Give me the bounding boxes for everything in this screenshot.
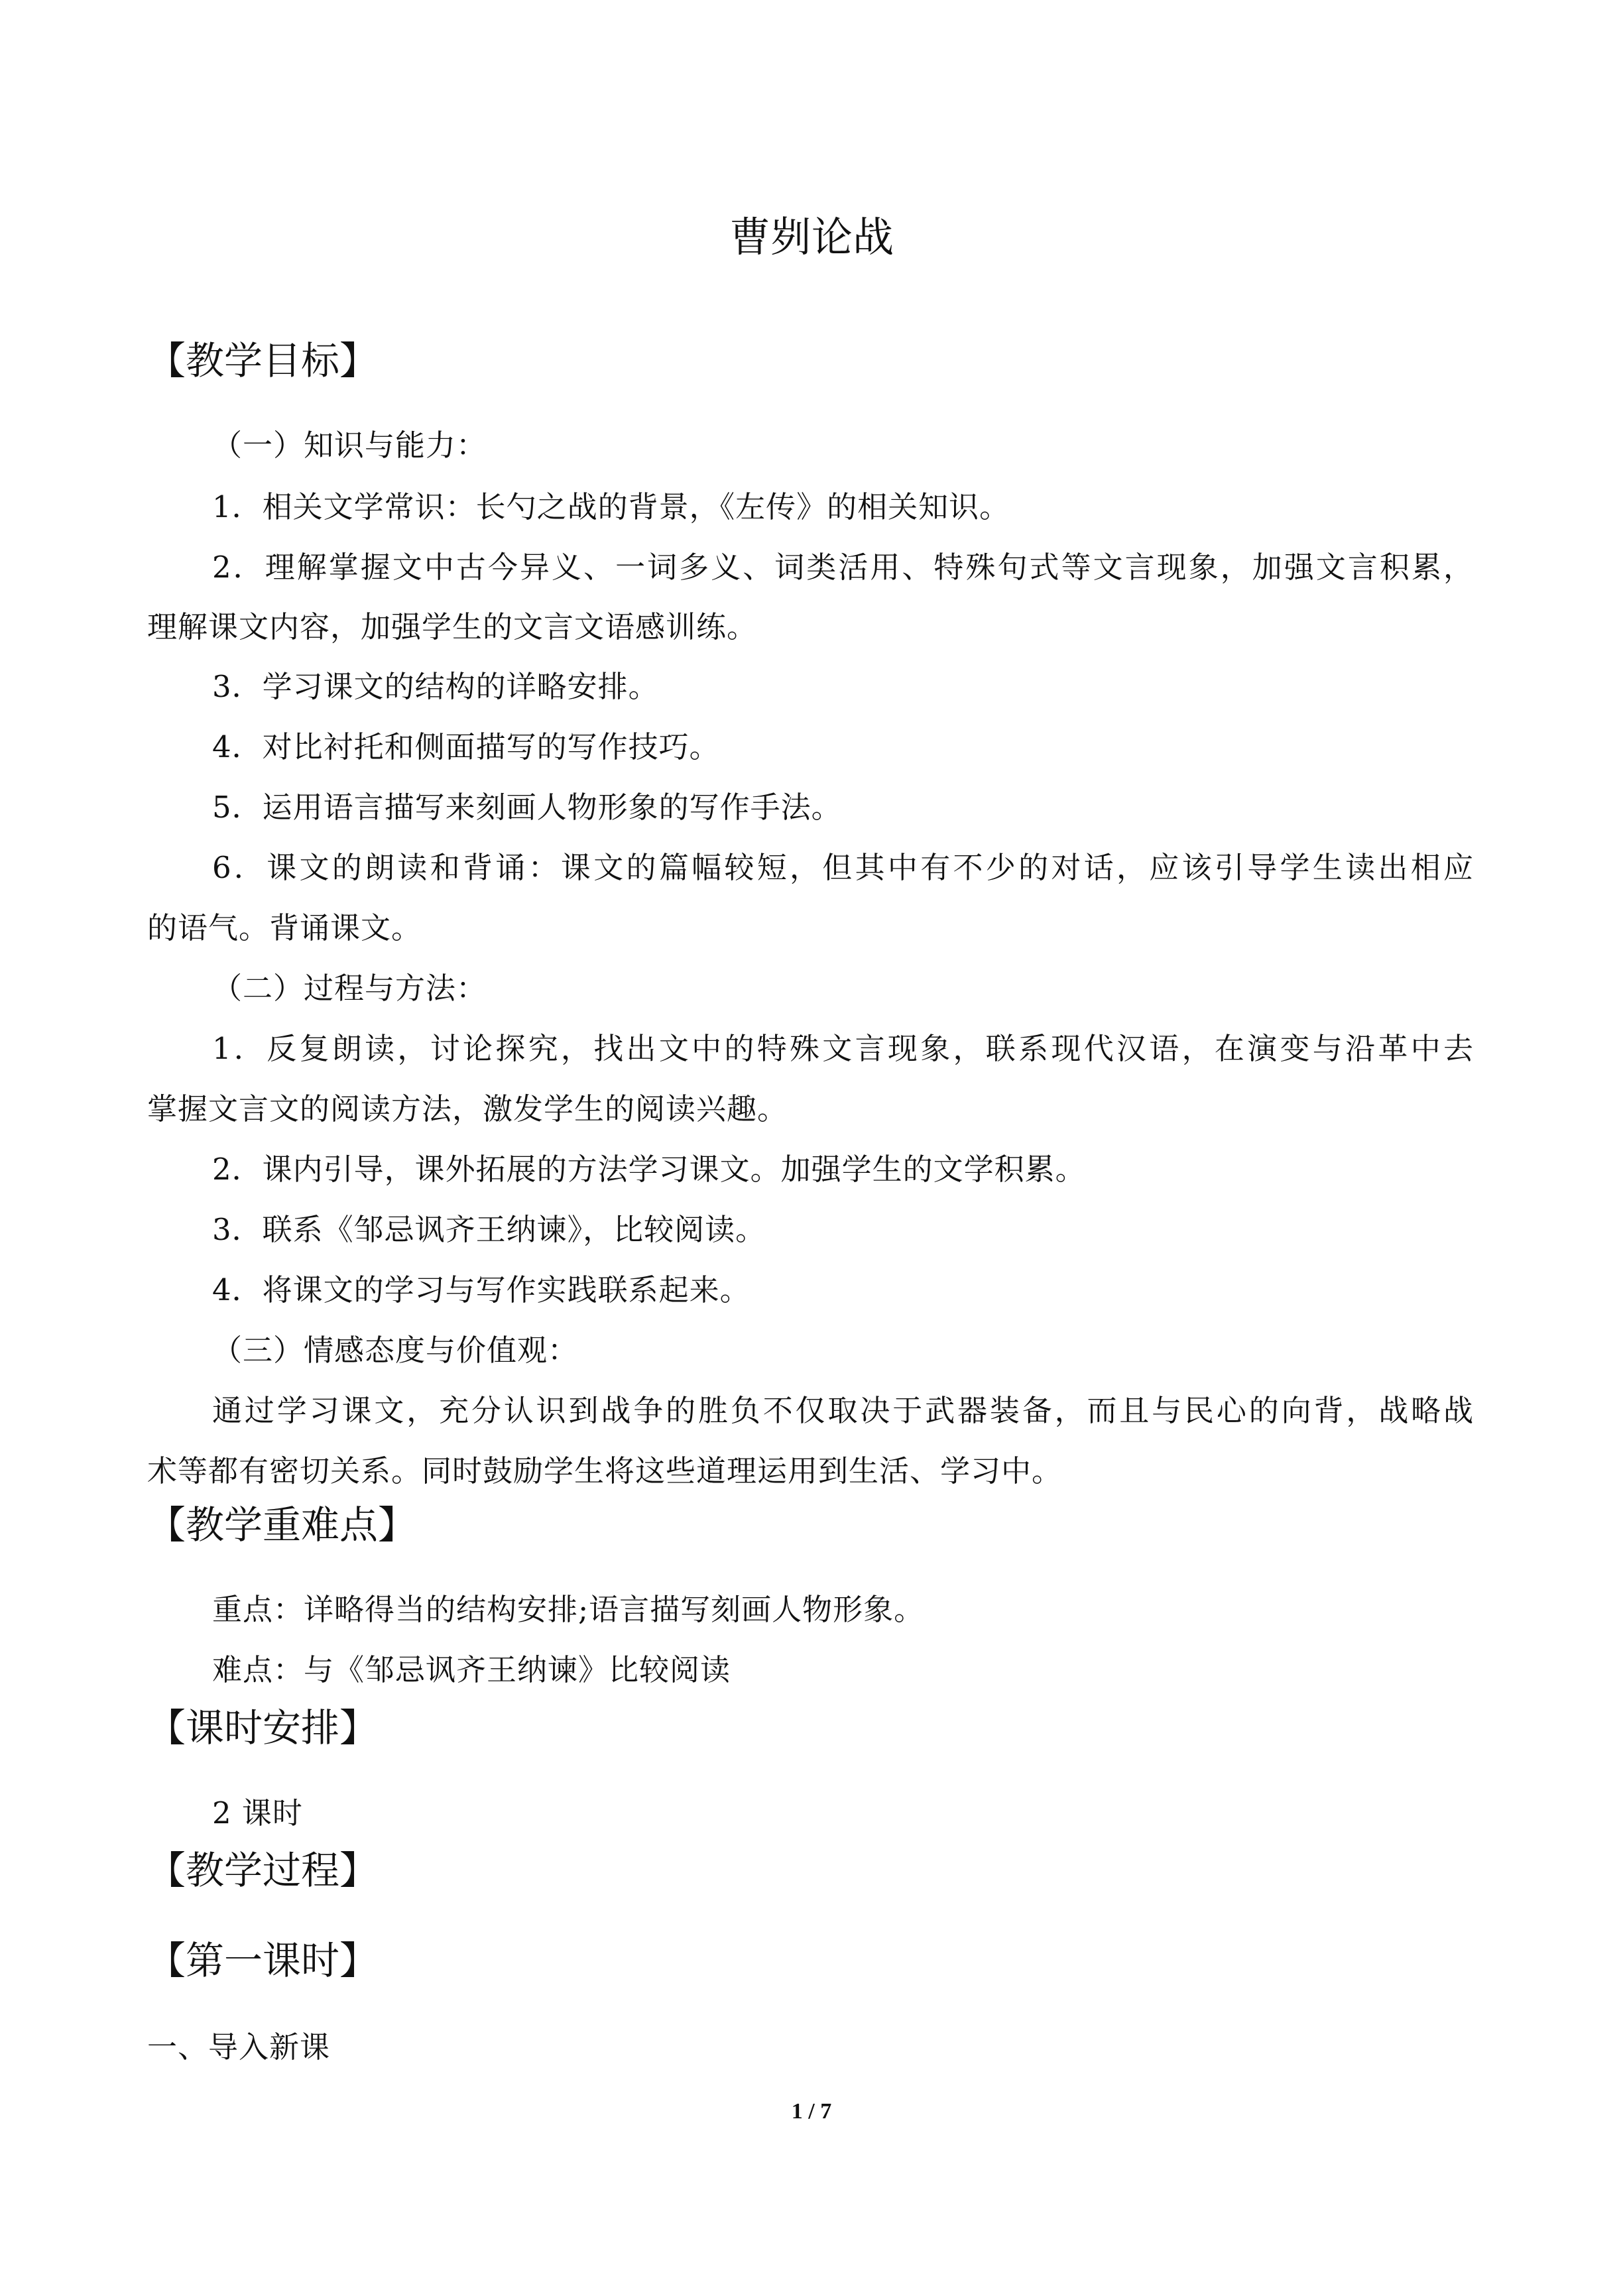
method-item-4: 4．将课文的学习与写作实践联系起来。 <box>212 1272 751 1307</box>
objective-item-4: 4．对比衬托和侧面描写的写作技巧。 <box>212 729 720 764</box>
section-heading-process: 【教学过程】 <box>147 1848 379 1893</box>
objective-item-5: 5．运用语言描写来刻画人物形象的写作手法。 <box>212 790 842 825</box>
objective-item-6-line-1: 6．课文的朗读和背诵：课文的篇幅较短，但其中有不少的对话，应该引导学生读出相应 <box>212 850 1474 885</box>
objective-item-3: 3．学习课文的结构的详略安排。 <box>212 669 659 704</box>
section-heading-key-points: 【教学重难点】 <box>147 1502 417 1547</box>
document-title: 曹刿论战 <box>729 213 894 261</box>
objective-item-2-line-1: 2．理解掌握文中古今异义、一词多义、词类活用、特殊句式等文言现象，加强文言积累， <box>212 550 1474 585</box>
key-point-focus: 重点：详略得当的结构安排;语言描写刻画人物形象。 <box>212 1592 925 1627</box>
objective-item-6-line-2: 的语气。背诵课文。 <box>147 910 422 945</box>
objective-item-2-line-2: 理解课文内容，加强学生的文言文语感训练。 <box>147 609 758 644</box>
page-number: 1 / 7 <box>791 2099 832 2124</box>
objectives-part2-title: （二）过程与方法： <box>212 971 487 1006</box>
values-item-line-2: 术等都有密切关系。同时鼓励学生将这些道理运用到生活、学习中。 <box>147 1453 1063 1488</box>
schedule-text: 2 课时 <box>212 1795 303 1831</box>
key-point-difficulty: 难点：与《邹忌讽齐王纳谏》比较阅读 <box>212 1652 731 1687</box>
values-item-line-1: 通过学习课文，充分认识到战争的胜负不仅取决于武器装备，而且与民心的向背，战略战 <box>212 1393 1474 1428</box>
section-heading-lesson-1: 【第一课时】 <box>147 1938 379 1983</box>
intro-step: 一、导入新课 <box>147 2029 331 2065</box>
section-heading-schedule: 【课时安排】 <box>147 1705 379 1750</box>
objective-item-1: 1．相关文学常识：长勺之战的背景，《左传》的相关知识。 <box>212 489 1010 524</box>
objectives-part3-title: （三）情感态度与价值观： <box>212 1333 579 1368</box>
method-item-3: 3．联系《邹忌讽齐王纳谏》，比较阅读。 <box>212 1212 766 1247</box>
method-item-1-line-2: 掌握文言文的阅读方法，激发学生的阅读兴趣。 <box>147 1091 788 1126</box>
section-heading-objectives: 【教学目标】 <box>147 338 379 383</box>
method-item-2: 2．课内引导，课外拓展的方法学习课文。加强学生的文学积累。 <box>212 1152 1086 1187</box>
method-item-1-line-1: 1．反复朗读，讨论探究，找出文中的特殊文言现象，联系现代汉语，在演变与沿革中去 <box>212 1031 1474 1066</box>
objectives-part1-title: （一）知识与能力： <box>212 428 487 463</box>
